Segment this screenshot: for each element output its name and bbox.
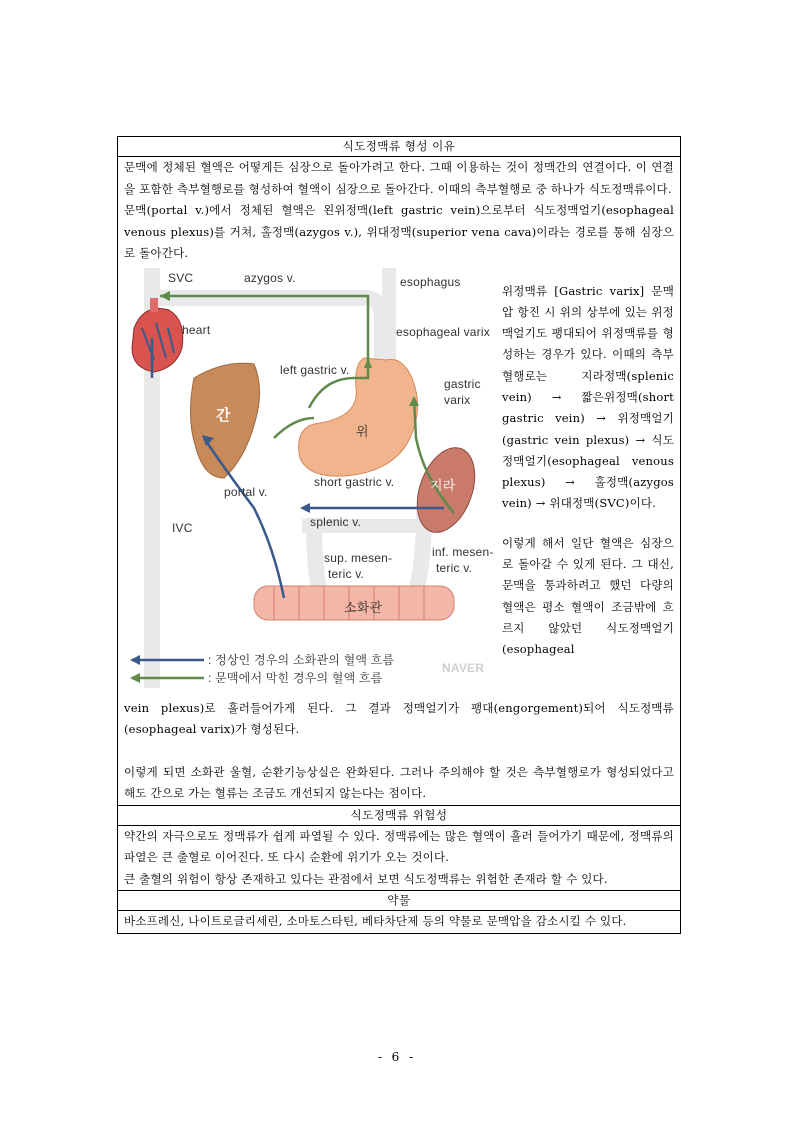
label-svc: SVC <box>168 270 194 285</box>
section-title-risk: 식도정맥류 위험성 <box>118 805 680 826</box>
watermark-logo: NAVER <box>442 660 485 675</box>
label-heart: heart <box>182 322 211 337</box>
paragraph: 문맥(portal v.)에서 정체된 혈액은 왼위정맥(left gastric vein)으로부터 식도정맥얼기(esophageal venous plexus)를 거쳐, 홀정맥(azygos v.), 위대정맥(superior vena cava)이라는 경로를 통해 심장으로 돌아간다. <box>124 203 674 260</box>
label-ivc: IVC <box>172 520 193 535</box>
figure-row <box>124 268 674 698</box>
svg-text:teric v.: teric v. <box>328 566 365 581</box>
portal-circulation-diagram <box>124 268 496 698</box>
label-stomach: 위 <box>356 423 369 439</box>
paragraph: 문맥에 정체된 혈액은 어떻게든 심장으로 돌아가려고 한다. 그때 이용하는 것이 정맥간의 연결이다. 이 연결을 포함한 측부혈행로를 형성하여 혈액이 심장으로 돌아간다. 이때의 측부혈행로 중 하나가 식도정맥류이다. <box>124 160 674 196</box>
label-splenic: splenic v. <box>310 514 362 529</box>
section-title-formation: 식도정맥류 형성 이유 <box>118 137 680 157</box>
paragraph: 위정맥류 [Gastric varix] 문맥압 항진 시 위의 상부에 있는 위정맥얼기도 팽대되어 위정맥류를 형성하는 경우가 있다. 이때의 측부혈행로는 지라정맥(splenic vein) → 짧은위정맥(short gastric vein) → 위정맥얼기(gastric vein plexus) → 식도정맥얼기(esophageal venous plexus) → 홀정맥(azygos vein) → 위대정맥(SVC)이다. <box>502 283 674 511</box>
label-esophagus: esophagus <box>400 274 461 289</box>
legend-normal-label: : 정상인 경우의 소화관의 혈액 흐름 <box>208 652 395 667</box>
page-number: - 6 - <box>377 1050 417 1064</box>
label-left-gastric: left gastric v. <box>280 362 350 377</box>
document-table <box>117 136 681 934</box>
label-intestine: 소화관 <box>344 599 383 615</box>
paragraph: 바소프레신, 나이트로글리세린, 소마토스타틴, 베타차단제 등의 약물로 문맥압을 감소시킬 수 있다. <box>124 914 627 928</box>
section-body-drugs <box>118 911 680 933</box>
label-sup-mesenteric: sup. mesen- <box>324 550 393 565</box>
label-inf-mesenteric: inf. mesen- <box>432 544 494 559</box>
paragraph: 이렇게 해서 일단 혈액은 심장으로 돌아갈 수 있게 된다. 그 대신, 문맥을 통과하려고 했던 다량의 혈액은 평소 혈액이 조금밖에 흐르지 않았던 식도정맥얼기(esophageal <box>502 535 674 657</box>
paragraph: 큰 출혈의 위험이 항상 존재하고 있다는 관점에서 보면 식도정맥류는 위험한 존재라 할 수 있다. <box>124 871 608 886</box>
paragraph: 이렇게 되면 소화관 울혈, 순환기능상실은 완화된다. 그러나 주의해야 할 것은 측부혈행로가 형성되었다고 해도 간으로 가는 혈류는 조금도 개선되지 않는다는 점이다. <box>124 764 674 800</box>
heart-illustration <box>132 298 183 372</box>
label-azygos: azygos v. <box>244 270 296 285</box>
legend-blocked-label: : 문맥에서 막힌 경우의 혈액 흐름 <box>208 670 383 685</box>
label-short-gastric: short gastric v. <box>314 474 395 489</box>
label-esophageal-varix: esophageal varix <box>396 324 490 339</box>
label-liver: 간 <box>216 406 231 424</box>
paragraph: 약간의 자극으로도 정맥류가 쉽게 파열될 수 있다. 정맥류에는 많은 혈액이 흘러 들어가기 때문에, 정맥류의 파열은 큰 출혈로 이어진다. 또 다시 순환에 위기가 오는 것이다. <box>124 828 674 864</box>
paragraph: vein plexus)로 흘러들어가게 된다. 그 결과 정맥얼기가 팽대(engorgement)되어 식도정맥류(esophageal varix)가 형성된다. <box>124 700 674 736</box>
label-gastric-varix: gastric <box>444 376 481 391</box>
label-portal: portal v. <box>224 484 268 499</box>
svg-text:teric v.: teric v. <box>436 560 473 575</box>
section-body-risk <box>118 826 680 891</box>
blocked-flow-arrow <box>160 296 368 408</box>
svg-text:varix: varix <box>444 392 471 407</box>
section-title-drugs: 약물 <box>118 890 680 911</box>
label-spleen: 지라 <box>430 477 456 493</box>
section-body-formation <box>118 157 680 805</box>
side-column <box>502 268 674 661</box>
